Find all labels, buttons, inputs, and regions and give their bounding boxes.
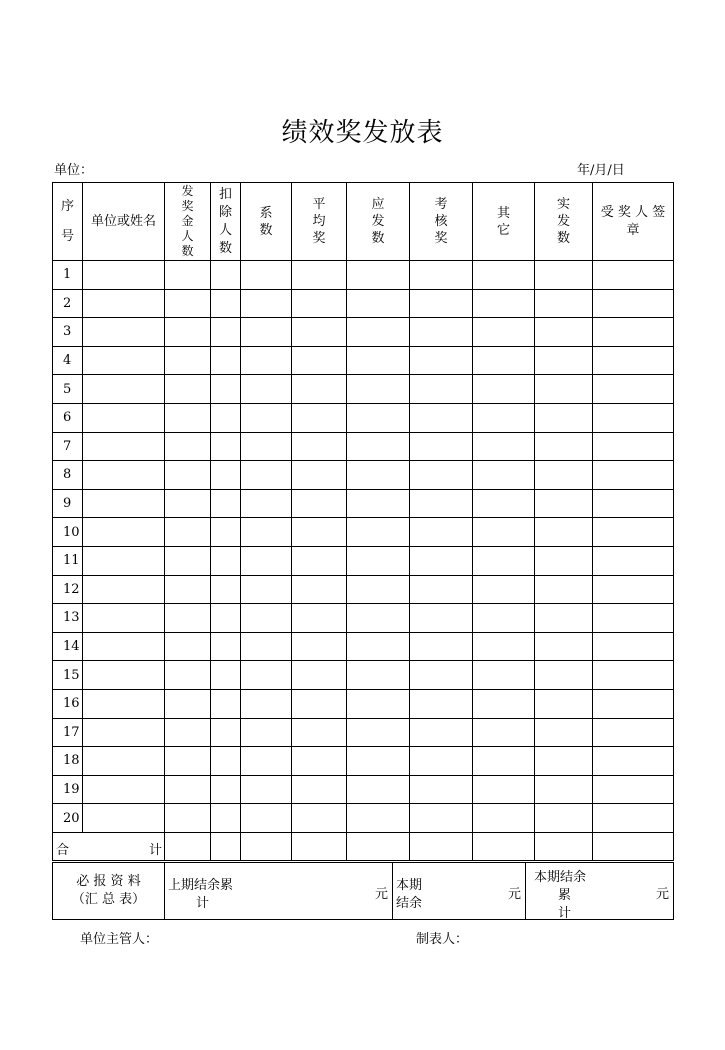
table-cell[interactable]	[593, 575, 674, 604]
table-cell[interactable]	[593, 318, 674, 347]
total-cell[interactable]	[535, 832, 593, 861]
table-cell[interactable]	[292, 804, 347, 833]
table-cell[interactable]	[347, 375, 410, 404]
table-cell[interactable]	[593, 261, 674, 290]
row-number: 19	[53, 775, 83, 804]
table-cell[interactable]	[211, 289, 241, 318]
table-cell[interactable]	[593, 289, 674, 318]
row-number: 20	[53, 804, 83, 833]
table-cell[interactable]	[241, 346, 292, 375]
table-cell[interactable]	[211, 375, 241, 404]
table-cell[interactable]	[473, 546, 535, 575]
summary-table	[52, 862, 674, 920]
table-cell[interactable]	[292, 461, 347, 490]
table-cell[interactable]	[347, 747, 410, 776]
table-cell[interactable]	[165, 575, 211, 604]
table-cell[interactable]	[211, 604, 241, 633]
row-number: 1	[53, 261, 83, 290]
row-number: 18	[53, 747, 83, 776]
table-row	[53, 289, 674, 318]
table-cell[interactable]	[165, 804, 211, 833]
table-cell[interactable]	[211, 318, 241, 347]
table-cell[interactable]	[593, 489, 674, 518]
table-cell[interactable]	[165, 661, 211, 690]
table-cell[interactable]	[241, 575, 292, 604]
table-cell[interactable]	[211, 489, 241, 518]
table-cell[interactable]	[410, 375, 473, 404]
row-number: 14	[53, 632, 83, 661]
table-cell[interactable]	[535, 747, 593, 776]
current-balance-cell[interactable]: 本期 结余 元	[393, 863, 526, 920]
table-cell[interactable]	[292, 775, 347, 804]
table-cell[interactable]	[410, 689, 473, 718]
table-cell[interactable]	[165, 747, 211, 776]
table-cell[interactable]	[410, 747, 473, 776]
table-cell[interactable]	[593, 375, 674, 404]
table-cell[interactable]	[292, 489, 347, 518]
table-cell[interactable]	[165, 403, 211, 432]
table-cell[interactable]	[83, 518, 165, 547]
table-cell[interactable]	[165, 289, 211, 318]
total-cell[interactable]	[292, 832, 347, 861]
table-cell[interactable]	[473, 461, 535, 490]
table-cell[interactable]	[211, 575, 241, 604]
row-number: 15	[53, 661, 83, 690]
table-cell[interactable]	[165, 461, 211, 490]
table-cell[interactable]	[347, 461, 410, 490]
total-row	[53, 832, 674, 861]
table-cell[interactable]	[211, 461, 241, 490]
table-row	[53, 632, 674, 661]
manager-label: 单位主管人：	[80, 932, 159, 947]
table-cell[interactable]	[535, 375, 593, 404]
table-cell[interactable]	[593, 718, 674, 747]
table-cell[interactable]	[83, 718, 165, 747]
table-cell[interactable]	[535, 261, 593, 290]
table-cell[interactable]	[292, 289, 347, 318]
header-due: 应发数	[347, 183, 410, 261]
table-row	[53, 261, 674, 290]
table-cell[interactable]	[535, 775, 593, 804]
table-cell[interactable]	[292, 318, 347, 347]
table-cell[interactable]	[241, 375, 292, 404]
table-cell[interactable]	[593, 432, 674, 461]
table-cell[interactable]	[83, 261, 165, 290]
table-cell[interactable]	[473, 403, 535, 432]
table-cell[interactable]	[410, 289, 473, 318]
header-sign: 受 奖 人 签章	[593, 183, 674, 261]
row-number: 4	[53, 346, 83, 375]
table-cell[interactable]	[211, 432, 241, 461]
table-cell[interactable]	[535, 575, 593, 604]
table-cell[interactable]	[593, 747, 674, 776]
table-cell[interactable]	[347, 604, 410, 633]
table-cell[interactable]	[83, 689, 165, 718]
table-row	[53, 318, 674, 347]
table-cell[interactable]	[593, 346, 674, 375]
table-cell[interactable]	[473, 489, 535, 518]
table-cell[interactable]	[347, 718, 410, 747]
table-cell[interactable]	[347, 632, 410, 661]
table-cell[interactable]	[83, 461, 165, 490]
table-cell[interactable]	[347, 775, 410, 804]
total-label: 合 计	[53, 832, 165, 861]
table-cell[interactable]	[410, 518, 473, 547]
table-cell[interactable]	[83, 289, 165, 318]
table-row	[53, 575, 674, 604]
table-cell[interactable]	[241, 775, 292, 804]
table-cell[interactable]	[473, 575, 535, 604]
table-cell[interactable]	[347, 346, 410, 375]
cumulative-balance-cell[interactable]: 本期结余 累 计 元	[526, 863, 674, 920]
table-cell[interactable]	[165, 346, 211, 375]
table-cell[interactable]	[83, 661, 165, 690]
table-cell[interactable]	[211, 775, 241, 804]
table-cell[interactable]	[347, 289, 410, 318]
table-cell[interactable]	[593, 632, 674, 661]
table-cell[interactable]	[473, 689, 535, 718]
table-cell[interactable]	[165, 546, 211, 575]
table-cell[interactable]	[165, 518, 211, 547]
table-cell[interactable]	[535, 346, 593, 375]
table-cell[interactable]	[165, 489, 211, 518]
table-cell[interactable]	[410, 604, 473, 633]
table-cell[interactable]	[241, 489, 292, 518]
table-cell[interactable]	[347, 661, 410, 690]
table-cell[interactable]	[165, 689, 211, 718]
table-cell[interactable]	[241, 318, 292, 347]
table-cell[interactable]	[83, 546, 165, 575]
table-cell[interactable]	[535, 318, 593, 347]
date-label: 年/月/日	[577, 163, 625, 178]
row-number: 5	[53, 375, 83, 404]
table-cell[interactable]	[593, 661, 674, 690]
table-cell[interactable]	[292, 604, 347, 633]
table-cell[interactable]	[410, 261, 473, 290]
row-number: 10	[53, 518, 83, 547]
table-cell[interactable]	[83, 432, 165, 461]
table-cell[interactable]	[347, 489, 410, 518]
table-cell[interactable]	[83, 375, 165, 404]
page-title: 绩效奖发放表	[281, 118, 444, 148]
table-cell[interactable]	[165, 432, 211, 461]
table-cell[interactable]	[473, 318, 535, 347]
unit-label: 单位：	[54, 163, 94, 178]
table-cell[interactable]	[83, 403, 165, 432]
header-coef: 系数	[241, 183, 292, 261]
table-cell[interactable]	[347, 432, 410, 461]
summary-label: 必 报 资 料（汇 总 表）	[53, 863, 165, 920]
table-cell[interactable]	[211, 518, 241, 547]
table-cell[interactable]	[593, 604, 674, 633]
header-actual: 实发数	[535, 183, 593, 261]
table-cell[interactable]	[83, 632, 165, 661]
table-cell[interactable]	[83, 318, 165, 347]
table-cell[interactable]	[473, 518, 535, 547]
table-cell[interactable]	[241, 518, 292, 547]
table-cell[interactable]	[410, 461, 473, 490]
table-cell[interactable]	[410, 575, 473, 604]
table-cell[interactable]	[241, 604, 292, 633]
table-cell[interactable]	[292, 403, 347, 432]
table-cell[interactable]	[241, 689, 292, 718]
table-cell[interactable]	[292, 375, 347, 404]
table-cell[interactable]	[535, 632, 593, 661]
total-cell[interactable]	[211, 832, 241, 861]
table-row	[53, 346, 674, 375]
table-cell[interactable]	[473, 604, 535, 633]
table-cell[interactable]	[593, 689, 674, 718]
table-cell[interactable]	[292, 718, 347, 747]
table-cell[interactable]	[473, 632, 535, 661]
table-cell[interactable]	[473, 261, 535, 290]
table-row	[53, 518, 674, 547]
row-number: 7	[53, 432, 83, 461]
table-cell[interactable]	[535, 689, 593, 718]
table-cell[interactable]	[83, 604, 165, 633]
table-cell[interactable]	[292, 575, 347, 604]
row-number: 17	[53, 718, 83, 747]
table-cell[interactable]	[535, 489, 593, 518]
table-cell[interactable]	[593, 775, 674, 804]
table-row	[53, 661, 674, 690]
table-cell[interactable]	[241, 632, 292, 661]
table-row	[53, 489, 674, 518]
table-cell[interactable]	[347, 546, 410, 575]
table-cell[interactable]	[473, 775, 535, 804]
row-number: 12	[53, 575, 83, 604]
table-cell[interactable]	[473, 661, 535, 690]
table-cell[interactable]	[211, 346, 241, 375]
table-cell[interactable]	[211, 689, 241, 718]
table-row	[53, 804, 674, 833]
table-cell[interactable]	[410, 661, 473, 690]
table-cell[interactable]	[292, 261, 347, 290]
table-cell[interactable]	[347, 318, 410, 347]
table-cell[interactable]	[292, 346, 347, 375]
table-row	[53, 546, 674, 575]
table-cell[interactable]	[593, 804, 674, 833]
table-cell[interactable]	[410, 632, 473, 661]
table-cell[interactable]	[165, 375, 211, 404]
row-number: 2	[53, 289, 83, 318]
table-cell[interactable]	[165, 632, 211, 661]
table-cell[interactable]	[410, 403, 473, 432]
header-assess: 考核奖	[410, 183, 473, 261]
table-cell[interactable]	[410, 804, 473, 833]
table-cell[interactable]	[241, 461, 292, 490]
table-row	[53, 403, 674, 432]
row-number: 13	[53, 604, 83, 633]
table-cell[interactable]	[241, 403, 292, 432]
table-cell[interactable]	[535, 604, 593, 633]
table-cell[interactable]	[535, 661, 593, 690]
table-cell[interactable]	[211, 261, 241, 290]
header-recipients: 发奖金人数	[165, 183, 211, 261]
header-name: 单位或姓名	[83, 183, 165, 261]
table-cell[interactable]	[410, 489, 473, 518]
table-cell[interactable]	[473, 747, 535, 776]
table-cell[interactable]	[165, 318, 211, 347]
table-row	[53, 461, 674, 490]
table-cell[interactable]	[347, 575, 410, 604]
table-cell[interactable]	[83, 575, 165, 604]
table-row	[53, 775, 674, 804]
prev-balance-cell[interactable]: 上期结余累 计 元	[165, 863, 393, 920]
table-cell[interactable]	[593, 403, 674, 432]
table-cell[interactable]	[241, 747, 292, 776]
table-cell[interactable]	[347, 403, 410, 432]
table-cell[interactable]	[292, 432, 347, 461]
table-row	[53, 718, 674, 747]
row-number: 3	[53, 318, 83, 347]
table-cell[interactable]	[535, 461, 593, 490]
table-cell[interactable]	[211, 661, 241, 690]
table-cell[interactable]	[83, 489, 165, 518]
table-cell[interactable]	[410, 346, 473, 375]
total-cell[interactable]	[347, 832, 410, 861]
table-cell[interactable]	[347, 261, 410, 290]
row-number: 11	[53, 546, 83, 575]
table-cell[interactable]	[83, 747, 165, 776]
table-cell[interactable]	[211, 804, 241, 833]
table-cell[interactable]	[241, 289, 292, 318]
table-cell[interactable]	[165, 604, 211, 633]
table-cell[interactable]	[535, 403, 593, 432]
table-cell[interactable]	[410, 318, 473, 347]
table-cell[interactable]	[347, 518, 410, 547]
table-cell[interactable]	[535, 546, 593, 575]
header-seq: 序号	[53, 183, 83, 261]
table-cell[interactable]	[593, 546, 674, 575]
table-cell[interactable]	[410, 775, 473, 804]
total-cell[interactable]	[165, 832, 211, 861]
total-cell[interactable]	[410, 832, 473, 861]
table-cell[interactable]	[535, 432, 593, 461]
table-cell[interactable]	[211, 546, 241, 575]
total-cell[interactable]	[241, 832, 292, 861]
table-cell[interactable]	[292, 689, 347, 718]
table-row	[53, 604, 674, 633]
total-cell[interactable]	[473, 832, 535, 861]
table-cell[interactable]	[535, 518, 593, 547]
table-cell[interactable]	[473, 804, 535, 833]
table-cell[interactable]	[473, 718, 535, 747]
table-cell[interactable]	[165, 775, 211, 804]
header-deduct: 扣除人数	[211, 183, 241, 261]
table-cell[interactable]	[292, 518, 347, 547]
table-cell[interactable]	[593, 461, 674, 490]
row-number: 9	[53, 489, 83, 518]
table-cell[interactable]	[165, 261, 211, 290]
table-cell[interactable]	[473, 432, 535, 461]
table-cell[interactable]	[241, 546, 292, 575]
table-cell[interactable]	[535, 804, 593, 833]
table-cell[interactable]	[535, 718, 593, 747]
table-row	[53, 375, 674, 404]
table-cell[interactable]	[473, 346, 535, 375]
table-cell[interactable]	[473, 289, 535, 318]
header-avg: 平均奖	[292, 183, 347, 261]
table-cell[interactable]	[292, 747, 347, 776]
table-cell[interactable]	[347, 689, 410, 718]
preparer-label: 制表人：	[416, 932, 469, 947]
table-cell[interactable]	[211, 747, 241, 776]
row-number: 6	[53, 403, 83, 432]
award-table	[52, 182, 674, 861]
header-other: 其它	[473, 183, 535, 261]
table-cell[interactable]	[473, 375, 535, 404]
table-cell[interactable]	[292, 661, 347, 690]
row-number: 16	[53, 689, 83, 718]
table-cell[interactable]	[241, 804, 292, 833]
table-cell[interactable]	[83, 775, 165, 804]
table-cell[interactable]	[241, 661, 292, 690]
table-row	[53, 689, 674, 718]
table-cell[interactable]	[211, 632, 241, 661]
table-cell[interactable]	[241, 261, 292, 290]
row-number: 8	[53, 461, 83, 490]
table-cell[interactable]	[211, 718, 241, 747]
table-cell[interactable]	[535, 289, 593, 318]
table-cell[interactable]	[292, 546, 347, 575]
table-cell[interactable]	[347, 804, 410, 833]
total-cell[interactable]	[593, 832, 674, 861]
header-row	[53, 183, 674, 261]
table-cell[interactable]	[211, 403, 241, 432]
table-cell[interactable]	[410, 718, 473, 747]
table-cell[interactable]	[83, 804, 165, 833]
table-cell[interactable]	[241, 718, 292, 747]
table-cell[interactable]	[292, 632, 347, 661]
table-cell[interactable]	[410, 432, 473, 461]
table-cell[interactable]	[410, 546, 473, 575]
table-cell[interactable]	[83, 346, 165, 375]
table-row	[53, 747, 674, 776]
table-row	[53, 432, 674, 461]
table-cell[interactable]	[593, 518, 674, 547]
table-cell[interactable]	[241, 432, 292, 461]
table-cell[interactable]	[165, 718, 211, 747]
